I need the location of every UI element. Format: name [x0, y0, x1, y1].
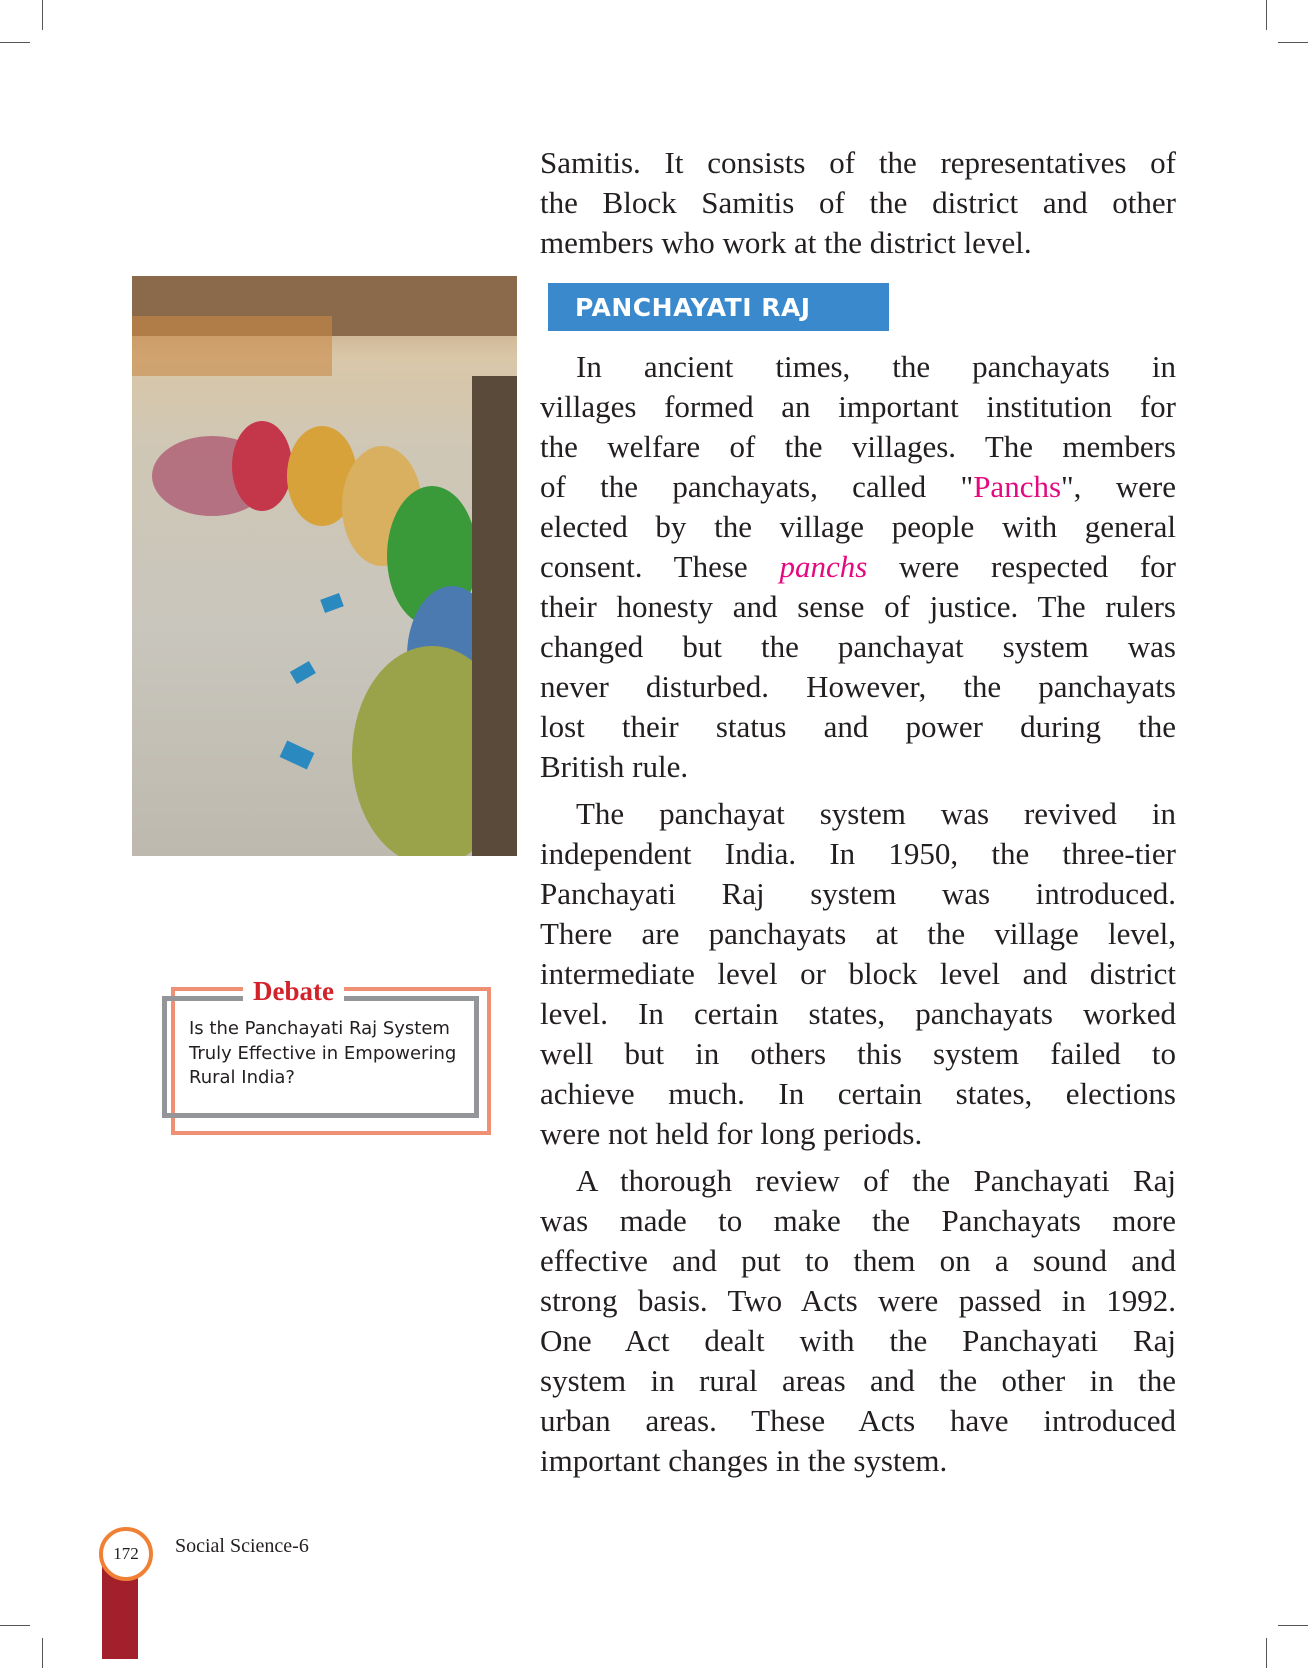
text-line — [540, 914, 1176, 954]
text-segment: elected by the village people with general — [540, 509, 1176, 544]
text-segment: The panchayat system was revived in — [576, 796, 1176, 831]
paragraph — [540, 1161, 1176, 1481]
text-segment: the welfare of the villages. The members — [540, 429, 1176, 464]
text-segment: of the panchayats, called " — [540, 469, 974, 504]
text-segment: ", were — [1061, 469, 1176, 504]
text-line — [540, 223, 1176, 263]
text-line — [540, 143, 1176, 183]
text-segment: Panchayati Raj system was introduced. — [540, 876, 1176, 911]
crop-mark — [1278, 1625, 1308, 1626]
text-segment: British rule. — [540, 749, 689, 784]
text-segment: lost their status and power during the — [540, 709, 1176, 744]
highlighted-term: panchs — [779, 549, 868, 584]
crop-mark — [42, 0, 43, 30]
text-line — [540, 183, 1176, 223]
crop-mark — [1266, 0, 1267, 30]
crop-mark — [42, 1638, 43, 1668]
crop-mark — [0, 42, 30, 43]
text-line — [540, 874, 1176, 914]
text-line — [540, 587, 1176, 627]
text-line — [540, 794, 1176, 834]
text-segment: independent India. In 1950, the three-tier — [540, 836, 1176, 871]
book-title: Social Science-6 — [175, 1535, 309, 1557]
text-segment: consent. These — [540, 549, 780, 584]
text-line — [540, 1034, 1176, 1074]
text-segment: villages formed an important institution for — [540, 389, 1176, 424]
page-number: 172 — [99, 1527, 153, 1581]
crop-mark — [1266, 1638, 1267, 1668]
text-line — [540, 1161, 1176, 1201]
text-segment: the Block Samitis of the district and other — [540, 185, 1176, 220]
text-segment: In ancient times, the panchayats in — [576, 349, 1176, 384]
text-segment: never disturbed. However, the panchayats — [540, 669, 1176, 704]
debate-question: Is the Panchayati Raj System Truly Effective in Empowering Rural India? — [189, 1018, 457, 1088]
debate-title: Debate — [243, 972, 344, 1010]
text-segment: were not held for long periods. — [540, 1116, 923, 1151]
crop-mark — [0, 1625, 30, 1626]
text-line — [540, 387, 1176, 427]
text-line — [540, 834, 1176, 874]
section-heading: PANCHAYATI RAJ — [548, 283, 889, 331]
text-segment: changed but the panchayat system was — [540, 629, 1176, 664]
text-line — [540, 1441, 1176, 1481]
text-segment: One Act dealt with the Panchayati Raj — [540, 1323, 1176, 1358]
text-line — [540, 667, 1176, 707]
text-segment: A thorough review of the Panchayati Raj — [576, 1163, 1176, 1198]
text-segment: achieve much. In certain states, elections — [540, 1076, 1176, 1111]
text-line — [540, 707, 1176, 747]
text-segment: urban areas. These Acts have introduced — [540, 1403, 1176, 1438]
highlighted-term: Panchs — [973, 469, 1062, 504]
text-line — [540, 747, 1176, 787]
text-segment: strong basis. Two Acts were passed in 1992. — [540, 1283, 1176, 1318]
paragraph — [540, 347, 1176, 787]
text-line — [540, 1201, 1176, 1241]
text-segment: members who work at the district level. — [540, 225, 1032, 260]
text-line — [540, 1074, 1176, 1114]
text-line — [540, 427, 1176, 467]
crop-mark — [1278, 42, 1308, 43]
text-segment: their honesty and sense of justice. The rulers — [540, 589, 1176, 624]
text-segment: There are panchayats at the village level, — [540, 916, 1176, 951]
text-segment: level. In certain states, panchayats worked — [540, 996, 1176, 1031]
text-line — [540, 1114, 1176, 1154]
text-segment: intermediate level or block level and district — [540, 956, 1176, 991]
body-text — [540, 347, 1176, 1488]
text-line — [540, 1281, 1176, 1321]
text-line — [540, 954, 1176, 994]
text-line — [540, 1401, 1176, 1441]
text-line — [540, 627, 1176, 667]
text-line — [540, 547, 1176, 587]
paragraph — [540, 794, 1176, 1154]
text-segment: were respected for — [867, 549, 1176, 584]
text-line — [540, 507, 1176, 547]
text-segment: Samitis. It consists of the representatives of — [540, 145, 1176, 180]
text-segment: system in rural areas and the other in the — [540, 1363, 1176, 1398]
village-women-photo — [132, 276, 517, 856]
text-segment: effective and put to them on a sound and — [540, 1243, 1176, 1278]
text-segment: was made to make the Panchayats more — [540, 1203, 1176, 1238]
text-line — [540, 1361, 1176, 1401]
text-line — [540, 1241, 1176, 1281]
text-line — [540, 994, 1176, 1034]
text-line — [540, 467, 1176, 507]
text-line — [540, 347, 1176, 387]
intro-text — [540, 143, 1176, 263]
text-segment: important changes in the system. — [540, 1443, 948, 1478]
text-segment: well but in others this system failed to — [540, 1036, 1176, 1071]
text-line — [540, 1321, 1176, 1361]
